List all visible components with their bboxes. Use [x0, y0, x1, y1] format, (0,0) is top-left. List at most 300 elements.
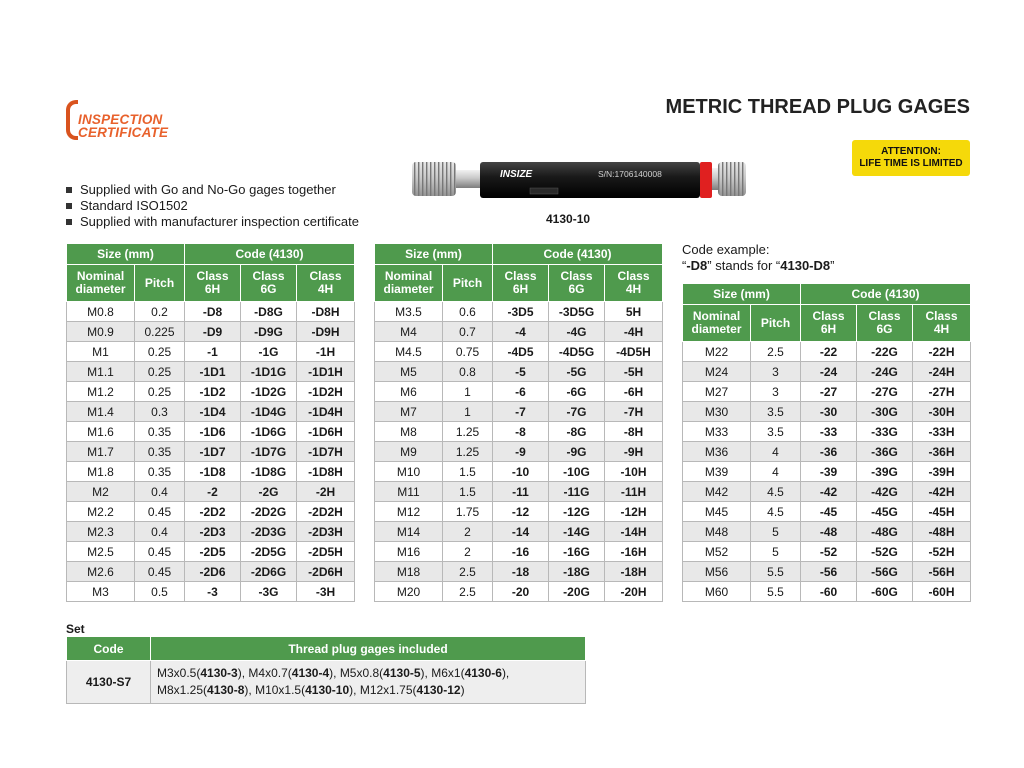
- code-6h-cell: -16: [493, 542, 549, 562]
- table-row: [375, 322, 663, 342]
- nominal-diameter-cell: M20: [375, 582, 443, 602]
- code-6g-cell: -11G: [549, 482, 605, 502]
- pitch-cell: 0.35: [135, 442, 185, 462]
- code-4h-cell: -60H: [913, 582, 971, 602]
- table-row: [683, 342, 971, 362]
- code-4h-cell: -52H: [913, 542, 971, 562]
- set-item: M3x0.5(4130-3),: [157, 666, 249, 680]
- nominal-diameter-cell: M4: [375, 322, 443, 342]
- code-4h-cell: -5H: [605, 362, 663, 382]
- code-4h-cell: -27H: [913, 382, 971, 402]
- code-6g-cell: -2D6G: [241, 562, 297, 582]
- pitch-cell: 0.4: [135, 522, 185, 542]
- gage-brand-label: INSIZE: [500, 169, 533, 180]
- header-code: Code (4130): [493, 244, 663, 265]
- nominal-diameter-cell: M7: [375, 402, 443, 422]
- feature-item: Standard ISO1502: [66, 198, 359, 214]
- table-row: [67, 402, 355, 422]
- pitch-cell: 0.6: [443, 302, 493, 322]
- header-code: Code (4130): [185, 244, 355, 265]
- table-row: [67, 442, 355, 462]
- code-4h-cell: -D9H: [297, 322, 355, 342]
- table-row: [67, 482, 355, 502]
- nominal-diameter-cell: M0.9: [67, 322, 135, 342]
- header-size: Size (mm): [67, 244, 185, 265]
- pitch-cell: 0.4: [135, 482, 185, 502]
- header-class-6g: Class 6G: [549, 265, 605, 302]
- table-row: [67, 502, 355, 522]
- code-6g-cell: -12G: [549, 502, 605, 522]
- code-6h-cell: -12: [493, 502, 549, 522]
- table-row: [375, 402, 663, 422]
- code-6h-cell: -30: [801, 402, 857, 422]
- code-6g-cell: -1D8G: [241, 462, 297, 482]
- code-6h-cell: -42: [801, 482, 857, 502]
- table-row: [67, 382, 355, 402]
- table-row: [375, 342, 663, 362]
- code-4h-cell: -6H: [605, 382, 663, 402]
- pitch-cell: 1.5: [443, 482, 493, 502]
- table-row: [683, 562, 971, 582]
- nominal-diameter-cell: M9: [375, 442, 443, 462]
- code-6h-cell: -52: [801, 542, 857, 562]
- table-row: [375, 302, 663, 322]
- code-6h-cell: -11: [493, 482, 549, 502]
- nominal-diameter-cell: M1.6: [67, 422, 135, 442]
- code-4h-cell: -1D2H: [297, 382, 355, 402]
- code-4h-cell: -4H: [605, 322, 663, 342]
- code-4h-cell: -45H: [913, 502, 971, 522]
- table-row: [67, 462, 355, 482]
- code-6h-cell: -2D3: [185, 522, 241, 542]
- table-row: [67, 322, 355, 342]
- attention-badge: [852, 140, 970, 176]
- code-6g-cell: -39G: [857, 462, 913, 482]
- pitch-cell: 4.5: [751, 502, 801, 522]
- code-6g-cell: -1D7G: [241, 442, 297, 462]
- pitch-cell: 2: [443, 522, 493, 542]
- code-6g-cell: -27G: [857, 382, 913, 402]
- code-4h-cell: -14H: [605, 522, 663, 542]
- nominal-diameter-cell: M2.2: [67, 502, 135, 522]
- pitch-cell: 3: [751, 382, 801, 402]
- table-row: [375, 562, 663, 582]
- pitch-cell: 5.5: [751, 562, 801, 582]
- header-class-6h: Class 6H: [185, 265, 241, 302]
- code-6h-cell: -4: [493, 322, 549, 342]
- table-row: [375, 522, 663, 542]
- code-6g-cell: -6G: [549, 382, 605, 402]
- code-6g-cell: -52G: [857, 542, 913, 562]
- nominal-diameter-cell: M16: [375, 542, 443, 562]
- code-6h-cell: -56: [801, 562, 857, 582]
- code-4h-cell: -12H: [605, 502, 663, 522]
- code-6g-cell: -30G: [857, 402, 913, 422]
- inspection-certificate-logo: [66, 100, 196, 142]
- code-4h-cell: -24H: [913, 362, 971, 382]
- code-6h-cell: -27: [801, 382, 857, 402]
- table-row: [683, 382, 971, 402]
- pitch-cell: 4.5: [751, 482, 801, 502]
- header-class-6h: Class 6H: [801, 305, 857, 342]
- pitch-cell: 0.25: [135, 362, 185, 382]
- go-thread-end: [412, 162, 456, 196]
- code-4h-cell: -33H: [913, 422, 971, 442]
- pitch-cell: 5: [751, 522, 801, 542]
- code-4h-cell: -4D5H: [605, 342, 663, 362]
- code-example-body: “-D8” stands for “4130-D8”: [682, 258, 835, 273]
- code-6h-cell: -33: [801, 422, 857, 442]
- code-6h-cell: -14: [493, 522, 549, 542]
- code-6h-cell: -45: [801, 502, 857, 522]
- set-label: Set: [66, 622, 85, 636]
- code-6g-cell: -D9G: [241, 322, 297, 342]
- code-example-heading: Code example:: [682, 242, 770, 257]
- logo-bracket-icon: [66, 100, 78, 140]
- header-nominal-diameter: Nominal diameter: [67, 265, 135, 302]
- code-6h-cell: -4D5: [493, 342, 549, 362]
- feature-item: Supplied with manufacturer inspection certificate: [66, 214, 359, 230]
- code-4h-cell: -16H: [605, 542, 663, 562]
- pitch-cell: 2.5: [751, 342, 801, 362]
- code-4h-cell: -1H: [297, 342, 355, 362]
- table-row: [67, 542, 355, 562]
- set-code: 4130-S7: [67, 661, 151, 704]
- set-item: M6x1(4130-6),: [431, 666, 510, 680]
- code-6g-cell: -9G: [549, 442, 605, 462]
- table-row: [67, 522, 355, 542]
- code-6g-cell: -60G: [857, 582, 913, 602]
- gage-serial-label: S/N:1706140008: [598, 169, 662, 179]
- code-6h-cell: -2D2: [185, 502, 241, 522]
- table-row: [375, 542, 663, 562]
- pitch-cell: 0.2: [135, 302, 185, 322]
- code-4h-cell: -1D7H: [297, 442, 355, 462]
- attention-line-1: ATTENTION:: [881, 146, 941, 157]
- table-row: [683, 482, 971, 502]
- code-6h-cell: -6: [493, 382, 549, 402]
- header-class-6g: Class 6G: [857, 305, 913, 342]
- code-6g-cell: -3D5G: [549, 302, 605, 322]
- nominal-diameter-cell: M1: [67, 342, 135, 362]
- nominal-diameter-cell: M6: [375, 382, 443, 402]
- code-4h-cell: -2D5H: [297, 542, 355, 562]
- header-pitch: Pitch: [443, 265, 493, 302]
- pitch-cell: 1: [443, 402, 493, 422]
- code-4h-cell: -2D2H: [297, 502, 355, 522]
- nominal-diameter-cell: M18: [375, 562, 443, 582]
- code-6h-cell: -1D2: [185, 382, 241, 402]
- code-6g-cell: -4D5G: [549, 342, 605, 362]
- logo-line-2: CERTIFICATE: [78, 125, 169, 140]
- header-class-4h: Class 4H: [605, 265, 663, 302]
- attention-line-2: LIFE TIME IS LIMITED: [859, 158, 963, 169]
- nominal-diameter-cell: M1.7: [67, 442, 135, 462]
- code-6g-cell: -4G: [549, 322, 605, 342]
- code-4h-cell: -30H: [913, 402, 971, 422]
- table-row: [375, 422, 663, 442]
- code-6g-cell: -3G: [241, 582, 297, 602]
- nominal-diameter-cell: M2: [67, 482, 135, 502]
- code-4h-cell: -10H: [605, 462, 663, 482]
- nominal-diameter-cell: M5: [375, 362, 443, 382]
- code-4h-cell: -9H: [605, 442, 663, 462]
- nominal-diameter-cell: M52: [683, 542, 751, 562]
- code-6h-cell: -60: [801, 582, 857, 602]
- nominal-diameter-cell: M33: [683, 422, 751, 442]
- code-4h-cell: -2D6H: [297, 562, 355, 582]
- header-size: Size (mm): [375, 244, 493, 265]
- code-6g-cell: -2D2G: [241, 502, 297, 522]
- code-6g-cell: -D8G: [241, 302, 297, 322]
- feature-item: Supplied with Go and No-Go gages together: [66, 182, 359, 198]
- pitch-cell: 0.5: [135, 582, 185, 602]
- code-4h-cell: -1D1H: [297, 362, 355, 382]
- header-size: Size (mm): [683, 284, 801, 305]
- nominal-diameter-cell: M12: [375, 502, 443, 522]
- pitch-cell: 0.25: [135, 342, 185, 362]
- header-class-6h: Class 6H: [493, 265, 549, 302]
- size-code-table-large: [682, 283, 971, 602]
- code-6g-cell: -2D5G: [241, 542, 297, 562]
- pitch-cell: 0.45: [135, 502, 185, 522]
- pitch-cell: 3: [751, 362, 801, 382]
- header-class-6g: Class 6G: [241, 265, 297, 302]
- code-6g-cell: -1D1G: [241, 362, 297, 382]
- table-row: [683, 582, 971, 602]
- pitch-cell: 1.25: [443, 422, 493, 442]
- pitch-cell: 0.75: [443, 342, 493, 362]
- code-6h-cell: -10: [493, 462, 549, 482]
- table-row: [375, 482, 663, 502]
- code-6h-cell: -1D1: [185, 362, 241, 382]
- header-pitch: Pitch: [135, 265, 185, 302]
- code-6g-cell: -45G: [857, 502, 913, 522]
- nominal-diameter-cell: M2.6: [67, 562, 135, 582]
- code-6h-cell: -2D5: [185, 542, 241, 562]
- set-item: M10x1.5(4130-10),: [255, 683, 360, 697]
- page-title: METRIC THREAD PLUG GAGES: [665, 96, 970, 118]
- nominal-diameter-cell: M4.5: [375, 342, 443, 362]
- pitch-cell: 1.25: [443, 442, 493, 462]
- nominal-diameter-cell: M1.2: [67, 382, 135, 402]
- code-6g-cell: -5G: [549, 362, 605, 382]
- table-row: [683, 542, 971, 562]
- logo-line-1: INSPECTION: [78, 112, 163, 127]
- code-6g-cell: -56G: [857, 562, 913, 582]
- nominal-diameter-cell: M0.8: [67, 302, 135, 322]
- code-6g-cell: -42G: [857, 482, 913, 502]
- nominal-diameter-cell: M39: [683, 462, 751, 482]
- table-row: [375, 442, 663, 462]
- table-row: [67, 582, 355, 602]
- code-6g-cell: -1G: [241, 342, 297, 362]
- header-code: Code (4130): [801, 284, 971, 305]
- thread-plug-gage-image: [410, 156, 746, 204]
- code-6h-cell: -39: [801, 462, 857, 482]
- pitch-cell: 0.35: [135, 462, 185, 482]
- code-4h-cell: -36H: [913, 442, 971, 462]
- code-example-note: [682, 242, 834, 274]
- nominal-diameter-cell: M48: [683, 522, 751, 542]
- no-go-red-ring: [700, 162, 712, 198]
- pitch-cell: 1: [443, 382, 493, 402]
- code-6h-cell: -D8: [185, 302, 241, 322]
- code-4h-cell: -1D6H: [297, 422, 355, 442]
- code-4h-cell: -11H: [605, 482, 663, 502]
- code-6h-cell: -D9: [185, 322, 241, 342]
- code-6g-cell: -8G: [549, 422, 605, 442]
- pitch-cell: 0.45: [135, 542, 185, 562]
- pitch-cell: 5.5: [751, 582, 801, 602]
- pitch-cell: 3.5: [751, 402, 801, 422]
- code-4h-cell: -42H: [913, 482, 971, 502]
- pitch-cell: 2.5: [443, 562, 493, 582]
- table-row: [67, 362, 355, 382]
- no-go-thread-end: [718, 162, 746, 196]
- model-number: 4130-10: [546, 212, 591, 226]
- pitch-cell: 0.45: [135, 562, 185, 582]
- code-6g-cell: -1D2G: [241, 382, 297, 402]
- nominal-diameter-cell: M3.5: [375, 302, 443, 322]
- header-class-4h: Class 4H: [297, 265, 355, 302]
- nominal-diameter-cell: M1.8: [67, 462, 135, 482]
- code-4h-cell: -20H: [605, 582, 663, 602]
- table-row: [683, 402, 971, 422]
- table-row: [683, 442, 971, 462]
- code-4h-cell: -39H: [913, 462, 971, 482]
- table-row: [375, 462, 663, 482]
- size-code-table-medium: [374, 243, 663, 602]
- table-row: [683, 362, 971, 382]
- code-6h-cell: -2D6: [185, 562, 241, 582]
- header-nominal-diameter: Nominal diameter: [683, 305, 751, 342]
- table-row: [67, 302, 355, 322]
- code-6h-cell: -1D4: [185, 402, 241, 422]
- pitch-cell: 0.7: [443, 322, 493, 342]
- code-6h-cell: -1D6: [185, 422, 241, 442]
- code-4h-cell: -7H: [605, 402, 663, 422]
- code-6g-cell: -1D6G: [241, 422, 297, 442]
- set-included-gages: [151, 661, 586, 704]
- code-6h-cell: -18: [493, 562, 549, 582]
- nominal-diameter-cell: M45: [683, 502, 751, 522]
- code-4h-cell: -18H: [605, 562, 663, 582]
- nominal-diameter-cell: M2.5: [67, 542, 135, 562]
- code-6g-cell: -1D4G: [241, 402, 297, 422]
- code-6h-cell: -7: [493, 402, 549, 422]
- nominal-diameter-cell: M8: [375, 422, 443, 442]
- table-row: [375, 362, 663, 382]
- code-6g-cell: -7G: [549, 402, 605, 422]
- code-6g-cell: -24G: [857, 362, 913, 382]
- nominal-diameter-cell: M14: [375, 522, 443, 542]
- pitch-cell: 0.8: [443, 362, 493, 382]
- header-nominal-diameter: Nominal diameter: [375, 265, 443, 302]
- nominal-diameter-cell: M60: [683, 582, 751, 602]
- code-6g-cell: -2G: [241, 482, 297, 502]
- pitch-cell: 0.35: [135, 422, 185, 442]
- code-4h-cell: -2H: [297, 482, 355, 502]
- code-6h-cell: -5: [493, 362, 549, 382]
- code-6g-cell: -18G: [549, 562, 605, 582]
- code-6h-cell: -1D8: [185, 462, 241, 482]
- set-header-included: Thread plug gages included: [151, 637, 586, 661]
- gage-handle: [480, 162, 700, 198]
- code-6h-cell: -48: [801, 522, 857, 542]
- table-row: [67, 342, 355, 362]
- code-6h-cell: -1D7: [185, 442, 241, 462]
- pitch-cell: 0.3: [135, 402, 185, 422]
- pitch-cell: 1.5: [443, 462, 493, 482]
- code-4h-cell: -1D8H: [297, 462, 355, 482]
- code-6g-cell: -16G: [549, 542, 605, 562]
- code-6g-cell: -2D3G: [241, 522, 297, 542]
- set-item: M5x0.8(4130-5),: [339, 666, 432, 680]
- pitch-cell: 2.5: [443, 582, 493, 602]
- table-row: [683, 462, 971, 482]
- size-code-table-small: [66, 243, 355, 602]
- code-6g-cell: -20G: [549, 582, 605, 602]
- code-4h-cell: -3H: [297, 582, 355, 602]
- nominal-diameter-cell: M11: [375, 482, 443, 502]
- code-6h-cell: -20: [493, 582, 549, 602]
- nominal-diameter-cell: M56: [683, 562, 751, 582]
- code-6g-cell: -22G: [857, 342, 913, 362]
- code-4h-cell: 5H: [605, 302, 663, 322]
- pitch-cell: 1.75: [443, 502, 493, 522]
- code-6h-cell: -1: [185, 342, 241, 362]
- feature-list: [66, 182, 359, 230]
- nominal-diameter-cell: M42: [683, 482, 751, 502]
- code-4h-cell: -22H: [913, 342, 971, 362]
- nominal-diameter-cell: M1.4: [67, 402, 135, 422]
- nominal-diameter-cell: M27: [683, 382, 751, 402]
- code-6g-cell: -14G: [549, 522, 605, 542]
- code-4h-cell: -56H: [913, 562, 971, 582]
- set-item: M4x0.7(4130-4),: [248, 666, 340, 680]
- nominal-diameter-cell: M10: [375, 462, 443, 482]
- table-row: [683, 522, 971, 542]
- pitch-cell: 5: [751, 542, 801, 562]
- code-6h-cell: -36: [801, 442, 857, 462]
- set-item: M12x1.75(4130-12): [359, 683, 465, 697]
- code-6g-cell: -36G: [857, 442, 913, 462]
- nominal-diameter-cell: M2.3: [67, 522, 135, 542]
- set-item: M8x1.25(4130-8),: [157, 683, 256, 697]
- code-6g-cell: -10G: [549, 462, 605, 482]
- code-6h-cell: -22: [801, 342, 857, 362]
- table-row: [375, 502, 663, 522]
- code-4h-cell: -D8H: [297, 302, 355, 322]
- table-row: [683, 502, 971, 522]
- table-row: [375, 582, 663, 602]
- code-6h-cell: -8: [493, 422, 549, 442]
- pitch-cell: 3.5: [751, 422, 801, 442]
- pitch-cell: 2: [443, 542, 493, 562]
- table-row: [67, 422, 355, 442]
- code-4h-cell: -48H: [913, 522, 971, 542]
- code-4h-cell: -8H: [605, 422, 663, 442]
- pitch-cell: 0.25: [135, 382, 185, 402]
- code-6g-cell: -48G: [857, 522, 913, 542]
- pitch-cell: 4: [751, 462, 801, 482]
- nominal-diameter-cell: M30: [683, 402, 751, 422]
- nominal-diameter-cell: M24: [683, 362, 751, 382]
- header-class-4h: Class 4H: [913, 305, 971, 342]
- code-6g-cell: -33G: [857, 422, 913, 442]
- pitch-cell: 4: [751, 442, 801, 462]
